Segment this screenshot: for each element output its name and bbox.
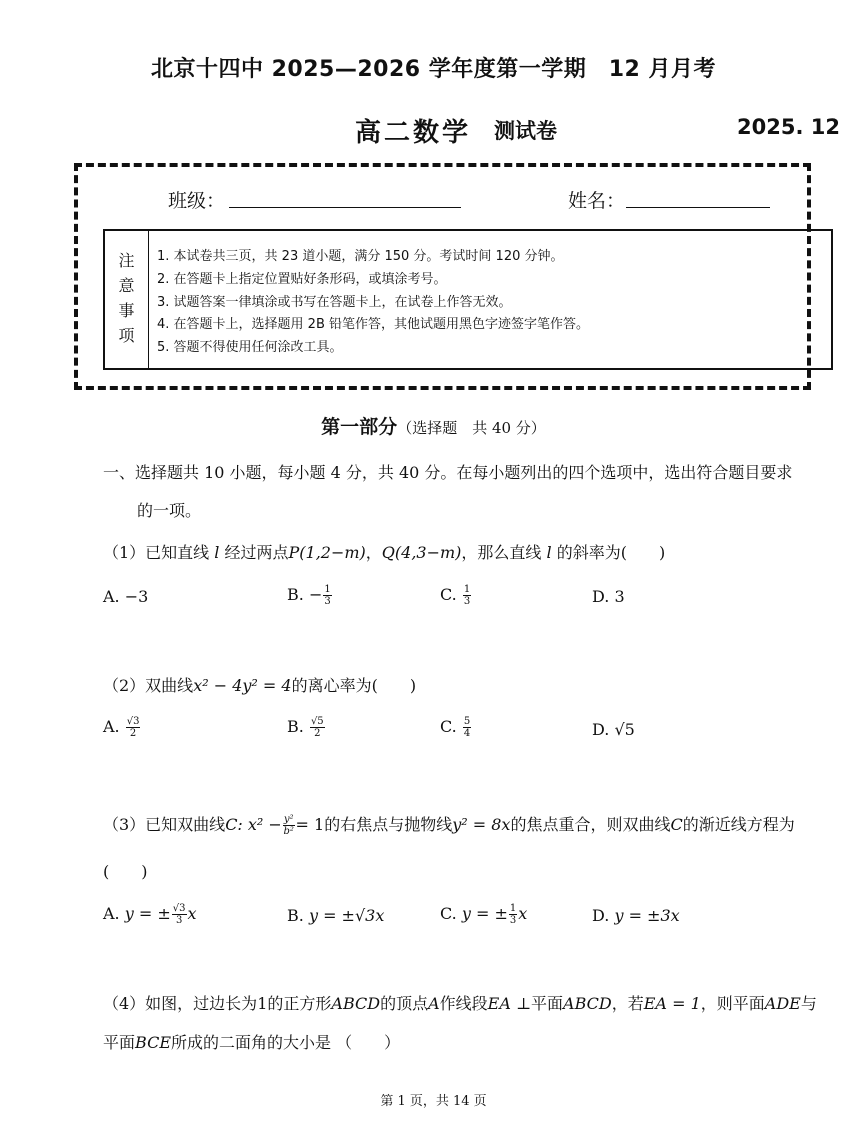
fraction — [323, 584, 331, 607]
name-label: 姓名： — [568, 190, 626, 212]
q1-point-p: P(1,2−m) — [288, 543, 366, 562]
exam-title: 北京十四中 2025—2026 学年度第一学期 12 月月考 — [150, 57, 717, 82]
notice-item: 5. 答题不得使用任何涂改工具。 — [157, 340, 343, 356]
q1-text: （1）已知直线 — [103, 543, 215, 562]
class-field-line[interactable] — [229, 207, 461, 208]
q1-option-c[interactable] — [440, 584, 472, 607]
notice-item: 4. 在答题卡上，选择题用 2B 铅笔作答，其他试题用黑色字迹签字笔作答。 — [157, 317, 589, 333]
denominator: 3 — [509, 915, 517, 926]
exam-date: 2025. 12 — [737, 115, 840, 139]
q1-var-l: l — [546, 543, 552, 562]
notice-heading-char: 项 — [118, 326, 135, 345]
notice-heading-char: 意 — [118, 276, 135, 295]
q3-text: 的右焦点与抛物线 — [324, 815, 453, 834]
q3-option-b[interactable] — [287, 906, 384, 925]
q4-plane: ADE — [764, 994, 801, 1013]
option-value: y = ± — [461, 904, 508, 923]
q2-text: （2）双曲线 — [103, 676, 194, 695]
option-value: y = ± — [124, 904, 171, 923]
denominator: 3 — [463, 596, 471, 607]
notice-item: 3. 试题答案一律填涂或书写在答题卡上，在试卷上作答无效。 — [157, 294, 512, 310]
question-4-stem-line2 — [103, 1030, 400, 1053]
option-label: B. — [287, 906, 304, 925]
denominator: 2 — [129, 728, 137, 739]
q2-option-b[interactable] — [287, 716, 326, 739]
q2-option-a[interactable] — [103, 716, 141, 739]
q4-square: ABCD — [563, 994, 612, 1013]
class-label: 班级： — [168, 190, 226, 212]
denominator: b² — [283, 826, 294, 837]
fraction — [463, 716, 471, 739]
q1-text: 的斜率为( ) — [551, 543, 666, 562]
option-value: y = ±√3x — [308, 906, 385, 925]
q4-plane: BCE — [135, 1033, 171, 1052]
option-label: C. — [440, 904, 457, 923]
q3-parabola: y² = 8x — [452, 815, 511, 834]
denominator: 3 — [324, 596, 331, 607]
q4-text: 平面 — [103, 1033, 136, 1052]
q1-option-d[interactable] — [592, 587, 625, 606]
option-label: B. — [287, 717, 304, 736]
option-value: x — [518, 904, 528, 923]
q4-text: ，则平面 — [700, 994, 765, 1013]
numerator: 1 — [463, 584, 471, 595]
q3-equation: C: x² − — [225, 815, 282, 834]
q2-text: 的离心率为( ) — [291, 676, 417, 695]
option-label: D. — [592, 720, 610, 739]
fraction — [126, 716, 141, 739]
part-heading — [0, 412, 867, 439]
q4-text: 所成的二面角的大小是 （ ） — [171, 1033, 401, 1052]
q1-text: ，那么直线 — [461, 543, 547, 562]
option-label: A. — [103, 587, 120, 606]
q4-text: （4）如图，过边长为 — [103, 994, 258, 1013]
page-footer: 第 1 页，共 14 页 — [380, 1094, 487, 1109]
option-value: −3 — [124, 587, 149, 606]
q2-equation: x² − 4y² = 4 — [193, 676, 292, 695]
q1-var-l: l — [214, 543, 220, 562]
denominator: 4 — [463, 728, 471, 739]
option-value: x — [187, 904, 197, 923]
numerator: √3 — [172, 903, 186, 914]
q3-text: 的焦点重合，则双曲线 — [510, 815, 671, 834]
question-4-stem-line1 — [103, 991, 817, 1014]
fraction — [509, 903, 517, 926]
q4-square: ABCD — [331, 994, 381, 1013]
option-label: A. — [103, 717, 120, 736]
fraction — [463, 584, 471, 607]
q3-equation-rhs: = 1 — [295, 815, 325, 834]
numerator: 1 — [324, 584, 331, 595]
name-field-line[interactable] — [626, 207, 770, 208]
notice-heading-char: 事 — [118, 301, 135, 320]
q4-value: 1 — [257, 994, 268, 1013]
fraction — [310, 716, 325, 739]
fraction — [172, 903, 187, 926]
option-label: C. — [440, 717, 457, 736]
option-label: C. — [440, 585, 457, 604]
option-label: B. — [287, 585, 304, 604]
q1-text: 经过两点 — [219, 543, 289, 562]
q3-option-c[interactable] — [440, 903, 527, 926]
paper-name: 测试卷 — [494, 119, 557, 143]
section-instructions-line1: 一、选择题共 10 小题，每小题 4 分，共 40 分。在每小题列出的四个选项中，选出符合题目要求 — [103, 463, 793, 482]
q3-text: 的渐近线方程为 — [682, 815, 795, 834]
notice-heading-char: 注 — [118, 251, 135, 270]
q3-option-a[interactable] — [103, 903, 197, 926]
numerator: √5 — [310, 716, 324, 727]
q1-option-b[interactable] — [287, 584, 333, 607]
q4-text: 的顶点 — [380, 994, 429, 1013]
q4-equation: EA = 1 — [643, 994, 701, 1013]
q2-option-d[interactable] — [592, 720, 635, 739]
q4-text: ，若 — [611, 994, 644, 1013]
numerator: y² — [283, 814, 294, 825]
q4-text: 与 — [800, 994, 817, 1013]
numerator: √3 — [126, 716, 140, 727]
part-subtitle: （选择题 共 40 分） — [397, 419, 546, 437]
q4-text: ⊥平面 — [510, 994, 564, 1013]
q4-vertex: A — [428, 994, 440, 1013]
fraction — [283, 814, 295, 837]
q4-text: 作线段 — [439, 994, 488, 1013]
q2-option-c[interactable] — [440, 716, 472, 739]
q3-answer-paren: ( ) — [103, 862, 148, 881]
q1-option-a[interactable] — [103, 587, 148, 606]
q4-text: 的正方形 — [267, 994, 332, 1013]
question-3-stem — [103, 812, 795, 837]
q4-segment: EA — [487, 994, 511, 1013]
question-1-stem — [103, 540, 665, 563]
q3-option-d[interactable] — [592, 906, 680, 925]
notice-box — [103, 229, 833, 370]
notice-list — [157, 246, 589, 360]
notice-item: 1. 本试卷共三页，共 23 道小题，满分 150 分。考试时间 120 分钟。 — [157, 249, 564, 264]
numerator: 1 — [509, 903, 517, 914]
notice-heading — [105, 231, 149, 368]
option-sign: − — [308, 585, 323, 604]
option-value: 3 — [614, 587, 625, 606]
option-value: √5 — [614, 720, 635, 739]
q3-text: （3）已知双曲线 — [103, 815, 226, 834]
part-title: 第一部分 — [321, 416, 398, 438]
option-value: y = ±3x — [614, 906, 680, 925]
section-instructions-line2: 的一项。 — [137, 501, 202, 520]
notice-item: 2. 在答题卡上指定位置贴好条形码，或填涂考号。 — [157, 271, 447, 287]
option-label: D. — [592, 587, 610, 606]
q3-var-c: C — [670, 815, 683, 834]
option-label: A. — [103, 904, 120, 923]
q1-point-q: Q(4,3−m) — [381, 543, 462, 562]
option-label: D. — [592, 906, 610, 925]
denominator: 2 — [314, 728, 321, 739]
subject-title: 高二数学 — [355, 118, 472, 148]
q1-text: ， — [365, 543, 382, 562]
numerator: 5 — [463, 716, 471, 727]
denominator: 3 — [175, 915, 183, 926]
question-2-stem — [103, 673, 416, 696]
